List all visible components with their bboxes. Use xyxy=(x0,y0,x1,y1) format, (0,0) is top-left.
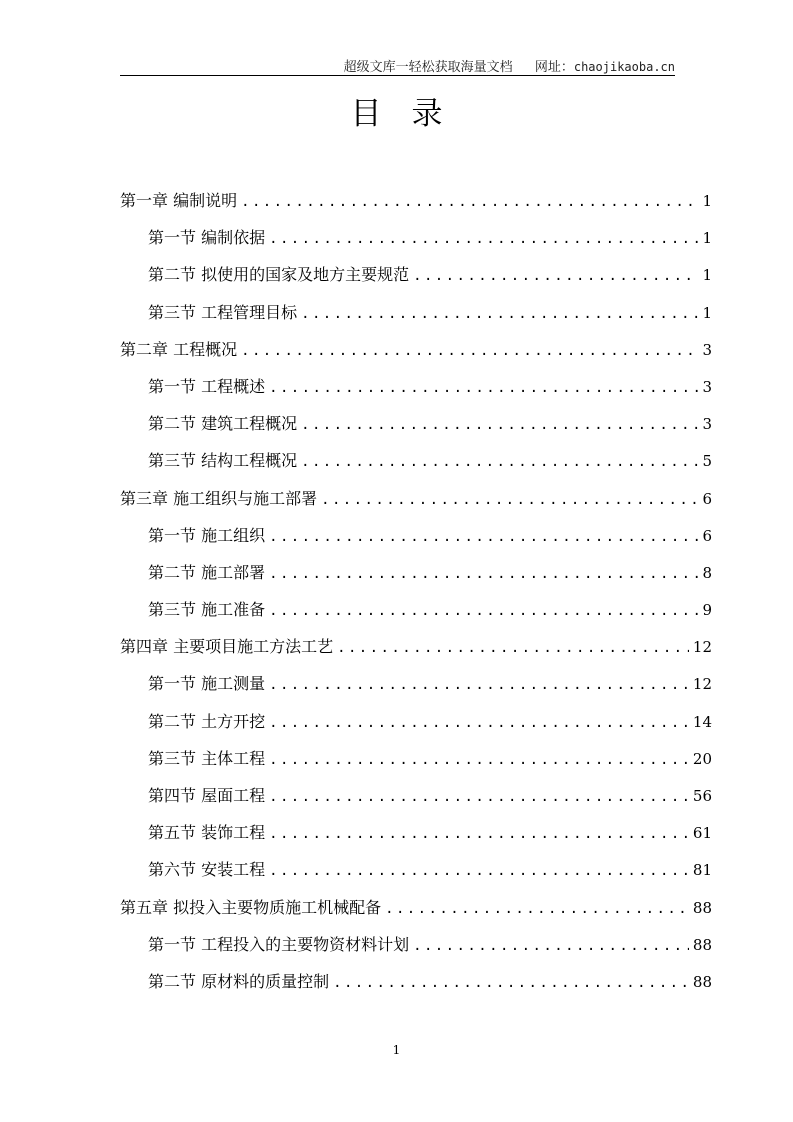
toc-dot-leader xyxy=(269,705,689,742)
toc-section-entry[interactable] xyxy=(120,851,712,888)
toc-entry-page-number: 6 xyxy=(702,526,712,545)
toc-dot-leader xyxy=(385,891,689,928)
toc-entry-page-number: 3 xyxy=(702,340,712,359)
toc-section-entry[interactable] xyxy=(120,256,712,293)
toc-entry-page-number: 3 xyxy=(702,415,712,434)
toc-entry-page-number: 6 xyxy=(702,489,712,508)
toc-dot-leader xyxy=(241,184,698,221)
toc-entry-label: 第六节 安装工程 xyxy=(148,860,266,880)
toc-entry-label: 第四章 主要项目施工方法工艺 xyxy=(120,637,334,657)
toc-section-entry[interactable] xyxy=(120,442,712,479)
page-header xyxy=(120,56,675,75)
toc-entry-page-number: 12 xyxy=(692,638,712,657)
toc-entry-page-number: 14 xyxy=(692,712,712,731)
toc-entry-page-number: 5 xyxy=(702,452,712,471)
toc-entry-label: 第一节 施工测量 xyxy=(148,674,266,694)
header-site-url[interactable]: chaojikaoba.cn xyxy=(573,60,675,74)
toc-entry-label: 第二节 土方开挖 xyxy=(148,711,266,731)
toc-entry-page-number: 1 xyxy=(702,303,712,322)
toc-dot-leader xyxy=(269,593,698,630)
toc-dot-leader xyxy=(337,630,689,667)
toc-entry-label: 第一章 编制说明 xyxy=(120,191,238,210)
toc-dot-leader xyxy=(269,667,689,704)
toc-section-entry[interactable] xyxy=(120,777,712,814)
toc-dot-leader xyxy=(413,928,689,965)
toc-entry-page-number: 88 xyxy=(692,972,712,991)
toc-section-entry[interactable] xyxy=(120,554,712,591)
toc-entry-label: 第三节 工程管理目标 xyxy=(148,302,298,322)
toc-dot-leader xyxy=(269,853,689,890)
toc-dot-leader xyxy=(241,333,698,370)
toc-section-entry[interactable] xyxy=(120,405,712,442)
toc-section-entry[interactable] xyxy=(120,219,712,256)
toc-dot-leader xyxy=(269,556,698,593)
toc-entry-page-number: 1 xyxy=(702,229,712,248)
toc-entry-label: 第三节 结构工程概况 xyxy=(148,451,298,471)
header-site-label: 网址： xyxy=(534,60,574,75)
toc-entry-label: 第一节 工程投入的主要物资材料计划 xyxy=(148,934,410,954)
toc-section-entry[interactable] xyxy=(120,368,712,405)
toc-section-entry[interactable] xyxy=(120,703,712,740)
toc-dot-leader xyxy=(269,742,689,779)
toc-chapter-entry[interactable] xyxy=(120,480,712,517)
table-of-contents xyxy=(120,182,712,1000)
toc-section-entry[interactable] xyxy=(120,814,712,851)
header-divider xyxy=(120,75,675,76)
toc-dot-leader xyxy=(269,779,689,816)
toc-entry-label: 第一节 工程概述 xyxy=(148,376,266,396)
toc-chapter-entry[interactable] xyxy=(120,331,712,368)
page-title: 目录 xyxy=(350,96,473,132)
toc-section-entry[interactable] xyxy=(120,926,712,963)
toc-dot-leader xyxy=(269,221,698,258)
toc-entry-label: 第一节 编制依据 xyxy=(148,228,266,248)
toc-section-entry[interactable] xyxy=(120,517,712,554)
toc-entry-label: 第三节 主体工程 xyxy=(148,748,266,768)
toc-entry-label: 第五节 装饰工程 xyxy=(148,823,266,843)
toc-entry-label: 第二节 建筑工程概况 xyxy=(148,414,298,434)
toc-dot-leader xyxy=(301,296,698,333)
toc-entry-label: 第二节 原材料的质量控制 xyxy=(148,971,330,991)
toc-chapter-entry[interactable] xyxy=(120,889,712,926)
toc-entry-label: 第二节 施工部署 xyxy=(148,562,266,582)
toc-section-entry[interactable] xyxy=(120,294,712,331)
toc-entry-page-number: 88 xyxy=(692,935,712,954)
toc-entry-label: 第四节 屋面工程 xyxy=(148,786,266,805)
toc-dot-leader xyxy=(301,444,698,481)
toc-entry-page-number: 3 xyxy=(702,377,712,396)
toc-chapter-entry[interactable] xyxy=(120,182,712,219)
toc-section-entry[interactable] xyxy=(120,740,712,777)
toc-section-entry[interactable] xyxy=(120,963,712,1000)
toc-section-entry[interactable] xyxy=(120,591,712,628)
toc-dot-leader xyxy=(321,482,698,519)
toc-entry-page-number: 1 xyxy=(702,192,712,210)
toc-entry-page-number: 8 xyxy=(702,563,712,582)
toc-dot-leader xyxy=(301,407,698,444)
toc-entry-page-number: 9 xyxy=(702,601,712,620)
toc-entry-page-number: 56 xyxy=(692,787,712,805)
toc-entry-label: 第三章 施工组织与施工部署 xyxy=(120,488,318,508)
header-site-name: 超级文库一轻松获取海量文档 xyxy=(343,60,513,75)
toc-entry-label: 第五章 拟投入主要物质施工机械配备 xyxy=(120,897,382,917)
toc-entry-page-number: 20 xyxy=(692,749,712,768)
toc-dot-leader xyxy=(333,965,689,1002)
toc-entry-label: 第二章 工程概况 xyxy=(120,339,238,359)
toc-entry-label: 第二节 拟使用的国家及地方主要规范 xyxy=(148,265,410,285)
toc-entry-label: 第三节 施工准备 xyxy=(148,600,266,620)
toc-dot-leader xyxy=(269,519,698,556)
toc-section-entry[interactable] xyxy=(120,665,712,702)
toc-entry-page-number: 88 xyxy=(692,898,712,917)
toc-entry-page-number: 61 xyxy=(692,824,712,843)
footer-page-number: 1 xyxy=(392,1043,401,1057)
toc-entry-page-number: 81 xyxy=(692,861,712,880)
toc-entry-label: 第一节 施工组织 xyxy=(148,525,266,545)
toc-entry-page-number: 12 xyxy=(692,675,712,694)
toc-dot-leader xyxy=(413,258,698,295)
toc-chapter-entry[interactable] xyxy=(120,628,712,665)
toc-dot-leader xyxy=(269,816,689,853)
toc-entry-page-number: 1 xyxy=(702,266,712,285)
toc-dot-leader xyxy=(269,370,698,407)
